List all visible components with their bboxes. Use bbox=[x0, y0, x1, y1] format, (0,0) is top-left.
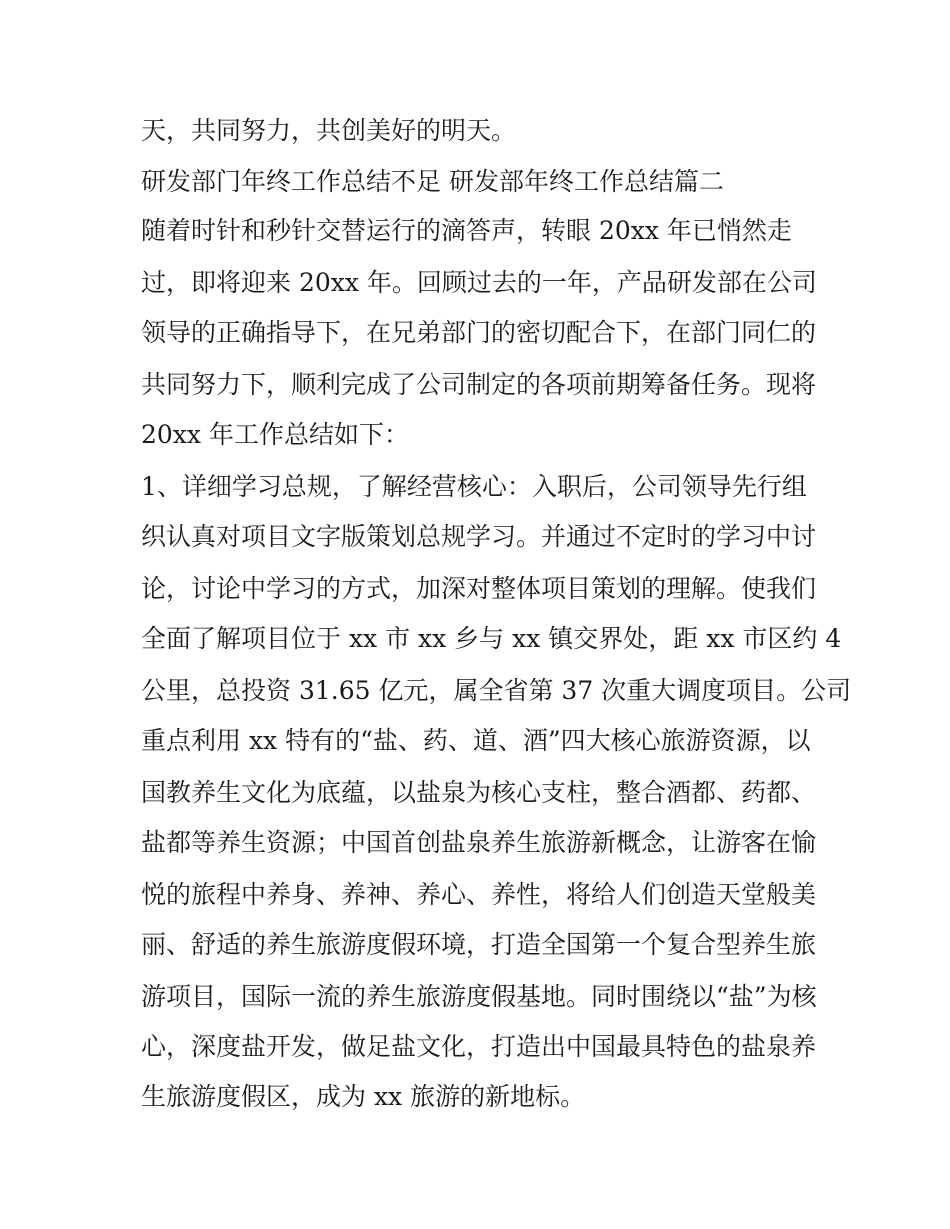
text-line: 全面了解项目位于 xx 市 xx 乡与 xx 镇交界处，距 xx 市区约 4 bbox=[141, 624, 842, 653]
text-line: 悦的旅程中养身、养神、养心、养性，将给人们创造天堂般美 bbox=[141, 880, 817, 909]
text-line: 生旅游度假区，成为 xx 旅游的新地标。 bbox=[141, 1082, 586, 1111]
text-line: 心，深度盐开发，做足盐文化，打造出中国最具特色的盐泉养 bbox=[141, 1032, 817, 1061]
text-line: 盐都等养生资源；中国首创盐泉养生旅游新概念，让游客在愉 bbox=[141, 828, 817, 857]
text-line: 重点利用 xx 特有的“盐、药、道、酒”四大核心旅游资源，以 bbox=[141, 726, 811, 755]
text-line: 国教养生文化为底蕴，以盐泉为核心支柱，整合酒都、药都、 bbox=[141, 778, 817, 807]
text-line: 织认真对项目文字版策划总规学习。并通过不定时的学习中讨 bbox=[141, 522, 817, 551]
text-line: 共同努力下，顺利完成了公司制定的各项前期筹备任务。现将 bbox=[141, 370, 817, 399]
text-line: 天，共同努力，共创美好的明天。 bbox=[141, 116, 517, 145]
text-line: 领导的正确指导下，在兄弟部门的密切配合下，在部门同仁的 bbox=[141, 318, 817, 347]
text-line: 丽、舒适的养生旅游度假环境，打造全国第一个复合型养生旅 bbox=[141, 930, 817, 959]
section-heading: 研发部门年终工作总结不足 研发部年终工作总结篇二 bbox=[141, 167, 724, 196]
text-line: 20xx 年工作总结如下： bbox=[141, 420, 409, 449]
text-line: 游项目，国际一流的养生旅游度假基地。同时围绕以“盐”为核 bbox=[141, 982, 817, 1011]
text-line: 公里，总投资 31.65 亿元，属全省第 37 次重大调度项目。公司 bbox=[141, 676, 852, 705]
text-line: 论，讨论中学习的方式，加深对整体项目策划的理解。使我们 bbox=[141, 574, 817, 603]
text-line: 过，即将迎来 20xx 年。回顾过去的一年，产品研发部在公司 bbox=[141, 268, 817, 297]
text-line: 随着时针和秒针交替运行的滴答声，转眼 20xx 年已悄然走 bbox=[141, 216, 792, 245]
text-line: 1、详细学习总规，了解经营核心：入职后，公司领导先行组 bbox=[141, 472, 807, 501]
